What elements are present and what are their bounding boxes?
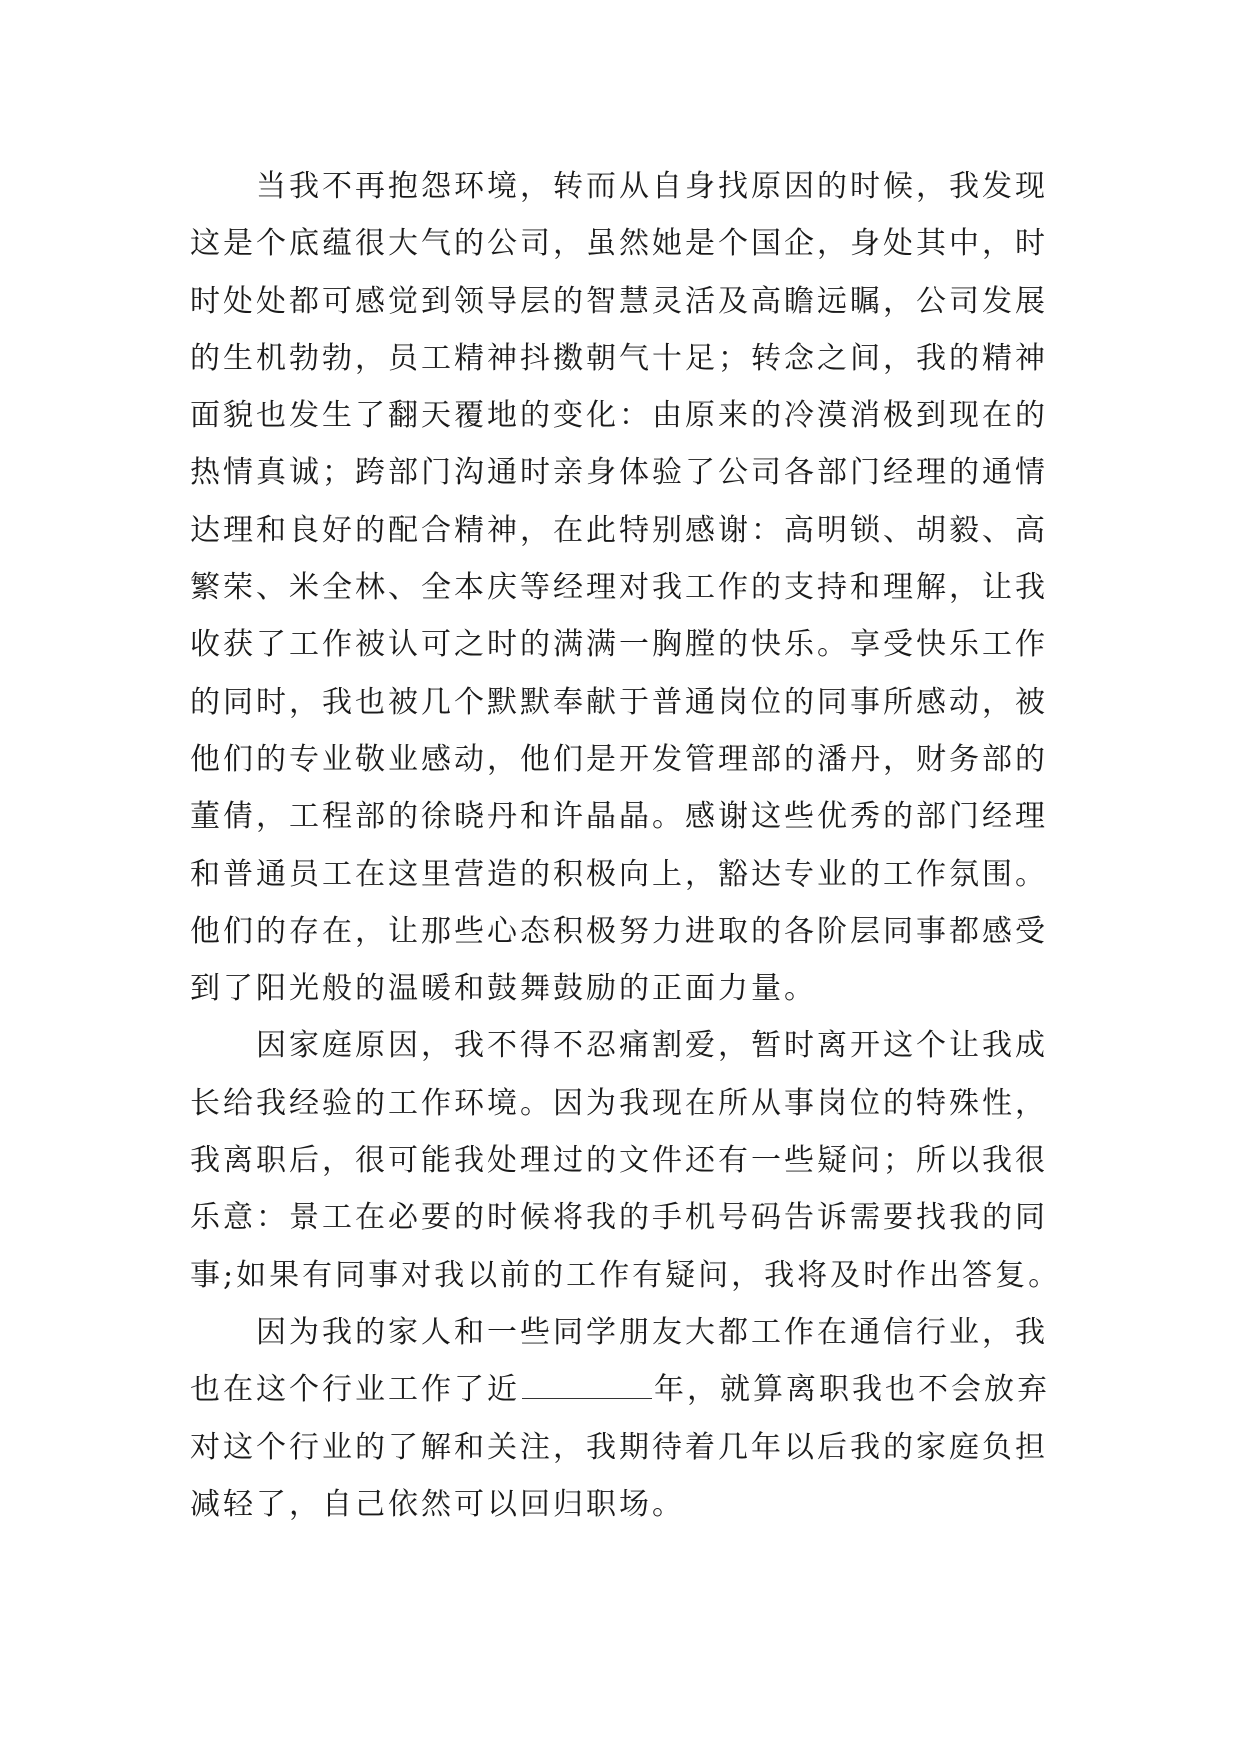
paragraph-1 <box>190 158 1060 1017</box>
text-line: 减轻了，自己依然可以回归职场。 <box>190 1486 685 1522</box>
text-line: 他们的专业敬业感动，他们是开发管理部的潘丹，财务部的 <box>190 741 1048 777</box>
text-line: 事;如果有同事对我以前的工作有疑问，我将及时作出答复。 <box>190 1257 1062 1293</box>
text-line: 到了阳光般的温暖和鼓舞鼓励的正面力量。 <box>190 971 817 1007</box>
text-line: 对这个行业的了解和关注，我期待着几年以后我的家庭负担 <box>190 1429 1048 1465</box>
text-line: 热情真诚；跨部门沟通时亲身体验了公司各部门经理的通情 <box>190 455 1048 491</box>
text-line: 当我不再抱怨环境，转而从自身找原因的时候，我发现 <box>190 169 1048 204</box>
text-line: 他们的存在，让那些心态积极努力进取的各阶层同事都感受 <box>190 913 1048 949</box>
document-body <box>190 158 1060 1533</box>
text-line: 的生机勃勃，员工精神抖擞朝气十足；转念之间，我的精神 <box>190 340 1048 376</box>
paragraph-3 <box>190 1304 1060 1533</box>
text-line: 这是个底蕴很大气的公司，虽然她是个国企，身处其中，时 <box>190 226 1048 262</box>
text-segment: 也在这个行业工作了近 <box>190 1372 520 1408</box>
text-line: 的同时，我也被几个默默奉献于普通岗位的同事所感动，被 <box>190 684 1048 720</box>
text-line: 因家庭原因，我不得不忍痛割爱，暂时离开这个让我成 <box>190 1028 1048 1064</box>
text-line: 达理和良好的配合精神，在此特别感谢：高明锁、胡毅、高 <box>190 512 1048 548</box>
text-line: 我离职后，很可能我处理过的文件还有一些疑问；所以我很 <box>190 1143 1048 1179</box>
text-line: 繁荣、米全林、全本庆等经理对我工作的支持和理解，让我 <box>190 570 1048 606</box>
text-line-with-blank <box>190 1361 1060 1418</box>
text-line: 因为我的家人和一些同学朋友大都工作在通信行业，我 <box>190 1314 1048 1350</box>
paragraph-2 <box>190 1017 1060 1303</box>
fill-in-blank <box>522 1372 652 1399</box>
text-line: 和普通员工在这里营造的积极向上，豁达专业的工作氛围。 <box>190 856 1048 892</box>
text-line: 时处处都可感觉到领导层的智慧灵活及高瞻远瞩，公司发展 <box>190 283 1048 319</box>
text-line: 董倩，工程部的徐晓丹和许晶晶。感谢这些优秀的部门经理 <box>190 799 1048 835</box>
text-line: 面貌也发生了翻天覆地的变化：由原来的冷漠消极到现在的 <box>190 398 1048 434</box>
text-segment: 年，就算离职我也不会放弃 <box>654 1372 1050 1408</box>
text-line: 收获了工作被认可之时的满满一胸膛的快乐。享受快乐工作 <box>190 627 1048 663</box>
text-line: 乐意：景工在必要的时候将我的手机号码告诉需要找我的同 <box>190 1200 1048 1236</box>
text-line: 长给我经验的工作环境。因为我现在所从事岗位的特殊性， <box>190 1085 1048 1121</box>
